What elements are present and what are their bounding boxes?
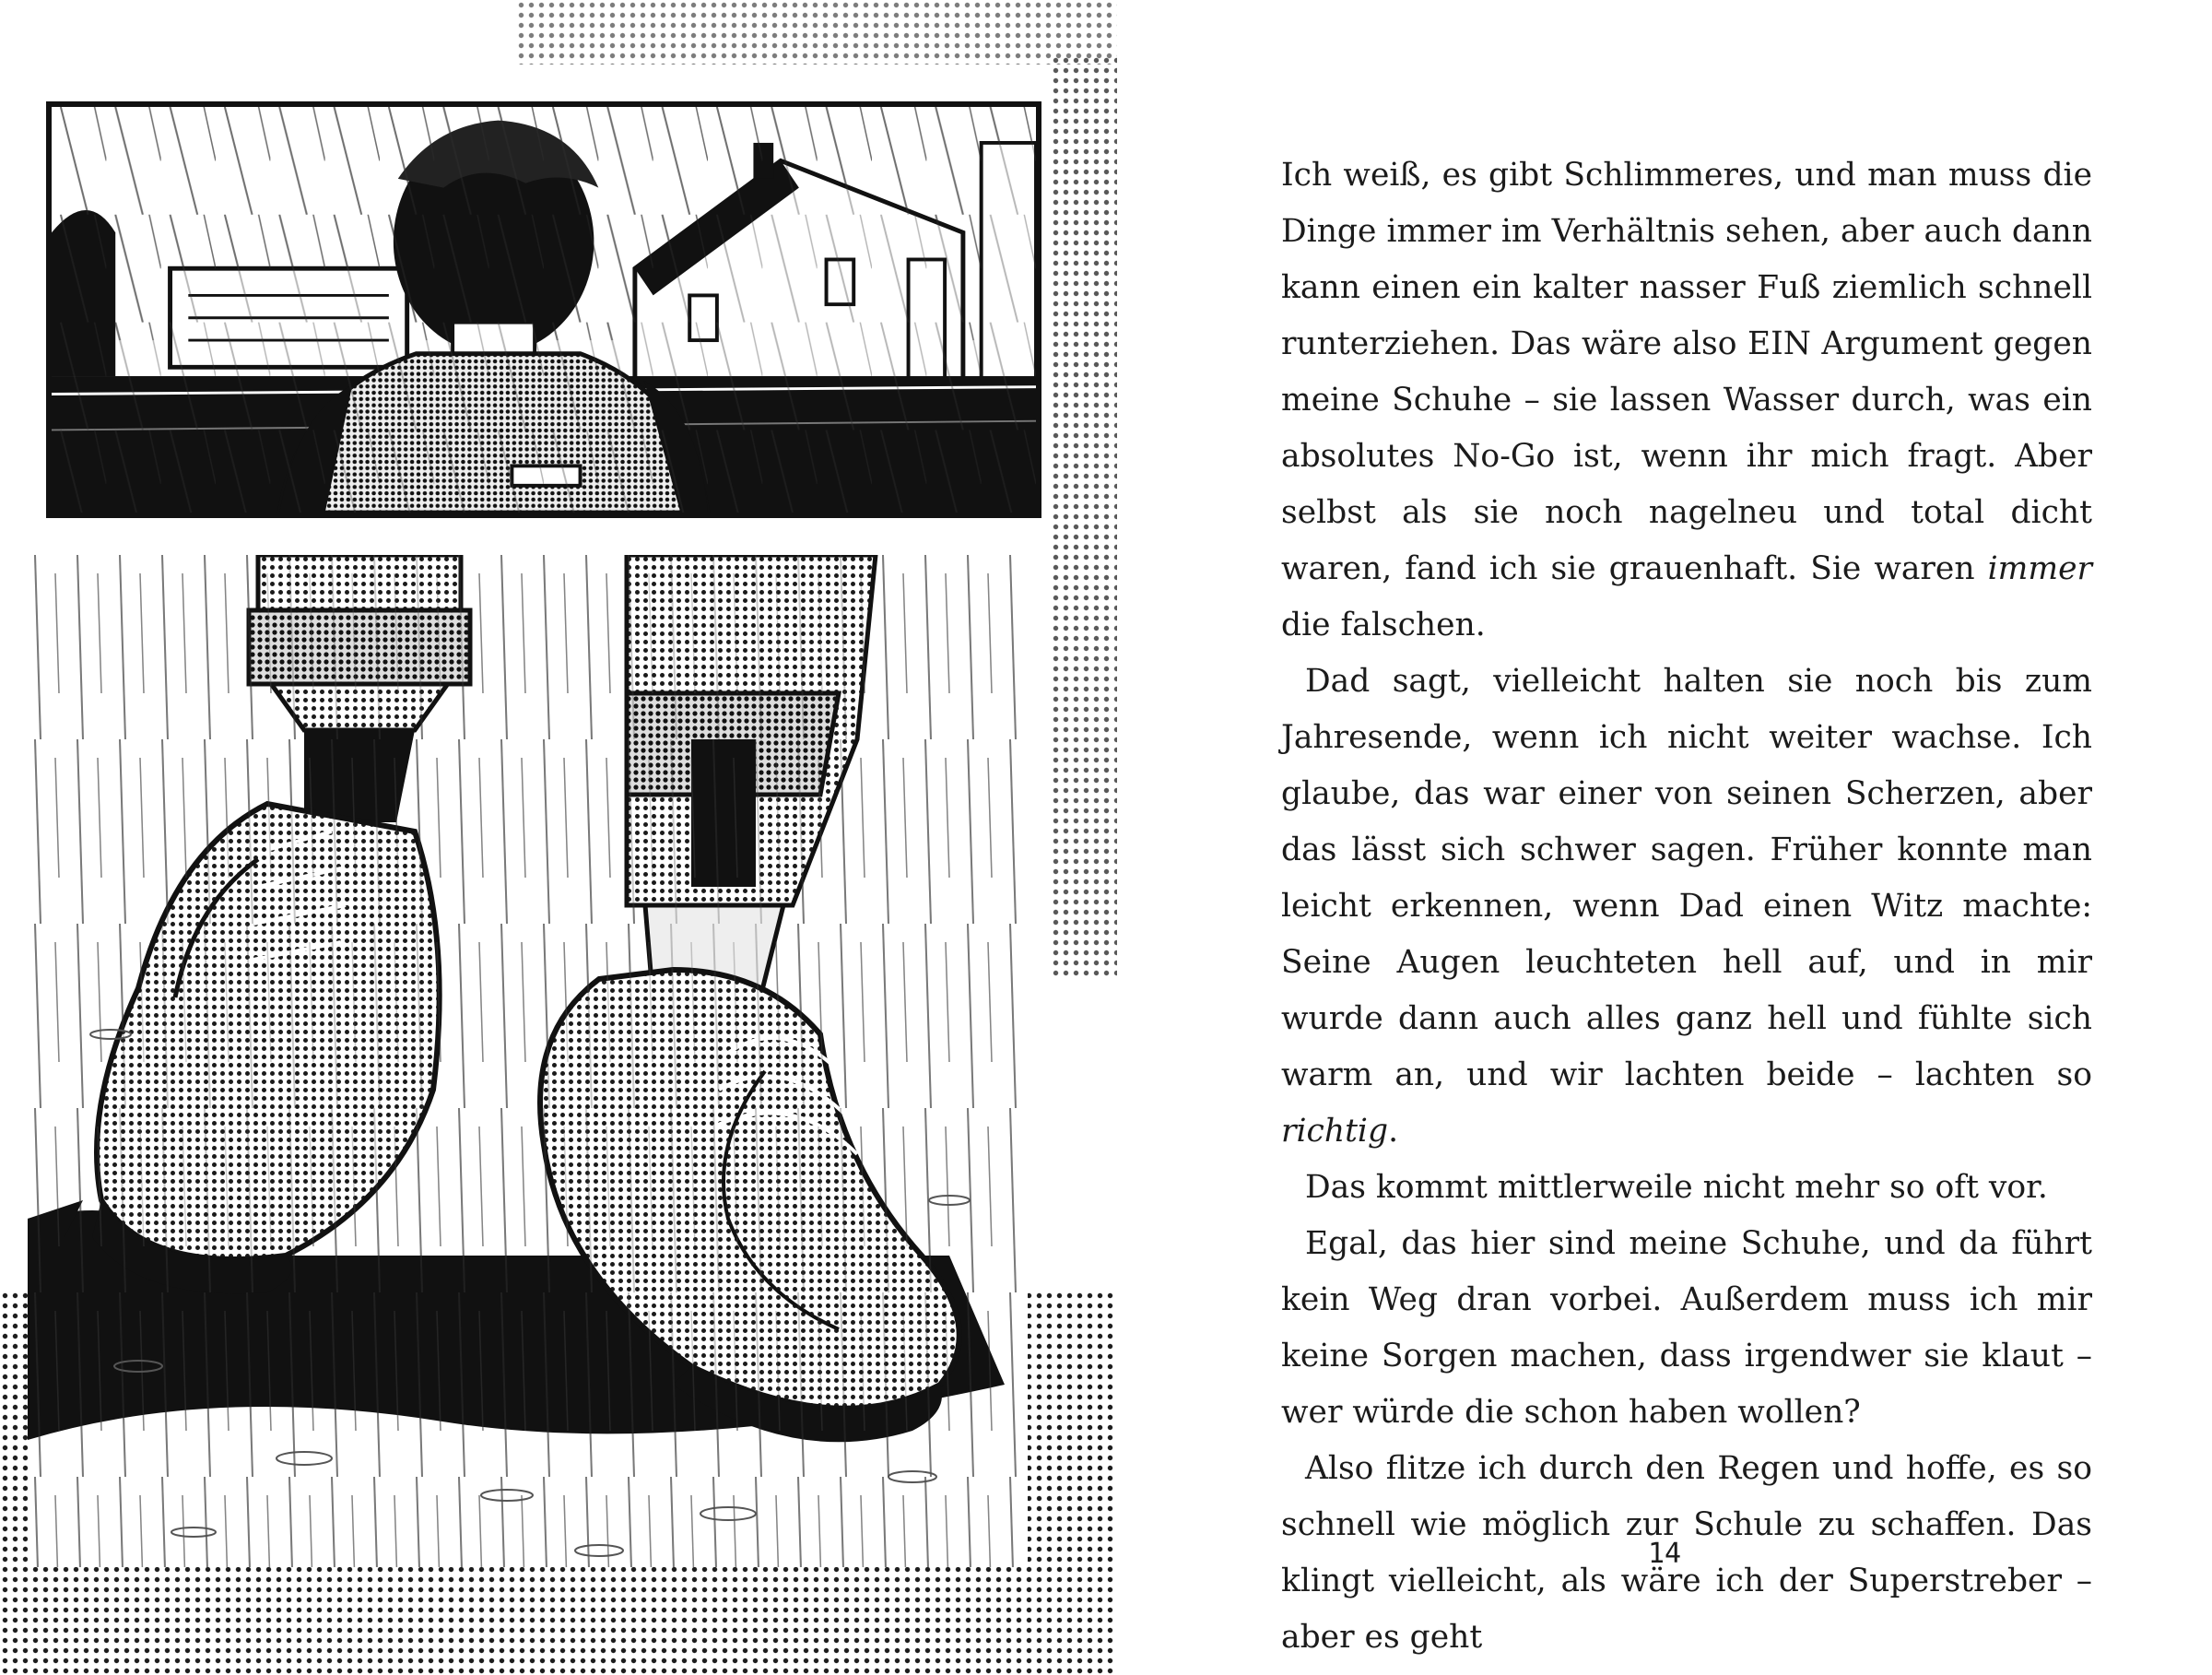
paragraph: Ich weiß, es gibt Schlimmeres, und man muss die Dinge immer im Verhältnis sehen, aber auch dann kann einen ein kalter nasser Fuß ziemlich schnell runterziehen. Das wäre also EIN Argument gegen meine Schuhe – sie lassen Wasser durch, was ein absolutes No-Go ist, wenn ihr mich fragt. Aber selbst als sie noch nagelneu und total dicht waren, fand ich sie grauenhaft. Sie waren immer die falschen. bbox=[1281, 157, 2092, 643]
halftone-texture-right bbox=[1051, 55, 1117, 977]
page-number: 14 bbox=[1647, 1538, 1682, 1570]
comic-panel-shoes-in-rain bbox=[28, 555, 1028, 1567]
paragraph: Das kommt mittlerweile nicht mehr so oft vor. bbox=[1305, 1169, 2048, 1206]
boy-in-rain-drawing bbox=[52, 107, 1036, 513]
paragraph: Also flitze ich durch den Regen und hoffe, es so schnell wie möglich zur Schule zu schaffen. Das klingt vielleicht, als wäre ich der Superstreber – aber es geht bbox=[1281, 1450, 2092, 1656]
halftone-texture-top bbox=[516, 0, 1117, 65]
paragraph: Dad sagt, vielleicht halten sie noch bis zum Jahresende, wenn ich nicht weiter wachse. Ich glaube, das war einer von seinen Scherzen, aber das lässt sich schwer sagen. Früher konnte man leicht erkennen, wenn Dad einen Witz machte: Seine Augen leuchteten hell auf, und in mir wurde dann auch alles ganz hell und fühlte sich warm an, und wir lachten beide – lachten so richtig. bbox=[1281, 663, 2092, 1150]
paragraph: Egal, das hier sind meine Schuhe, und da führt kein Weg dran vorbei. Außerdem muss ich mir keine Sorgen machen, dass irgendwer sie klaut – wer würde die schon haben wollen? bbox=[1281, 1225, 2092, 1431]
comic-panel-boy-in-rain bbox=[46, 101, 1041, 518]
text-page bbox=[1117, 0, 2212, 1675]
body-text bbox=[1281, 147, 2092, 1666]
shoes-in-rain-drawing bbox=[28, 555, 1028, 1567]
